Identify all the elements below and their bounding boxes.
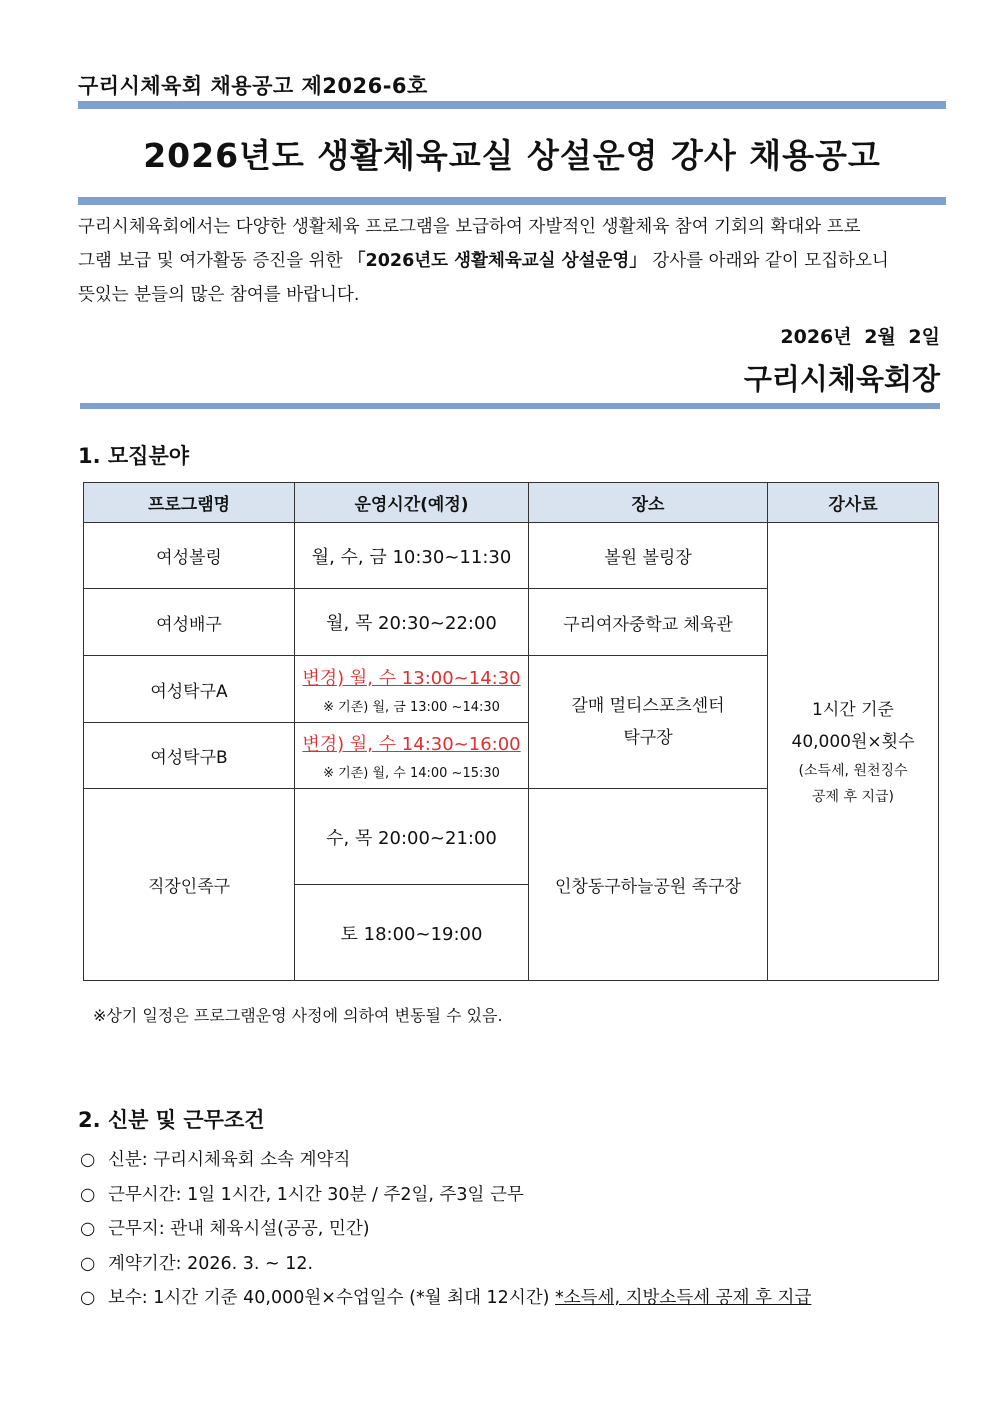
section-2-title: 2. 신분 및 근무조건 [78,1108,265,1132]
schedule-footnote: ※상기 일정은 프로그램운영 사정에 의하여 변동될 수 있음. [93,1006,503,1025]
place-bowling: 볼원 볼링장 [529,523,768,589]
intro-highlight: 「2026년도 생활체육교실 상설운영」 [348,251,647,271]
time-tabletennis-a [295,656,529,723]
program-volleyball: 여성배구 [84,589,295,656]
issuer-divider [80,403,940,409]
condition-pay-note: *소득세, 지방소득세 공제 후 지급 [555,1288,812,1308]
program-bowling: 여성볼링 [84,523,295,589]
document-title: 2026년도 생활체육교실 상설운영 강사 채용공고 [143,136,881,175]
place-footvolley: 인창동구하늘공원 족구장 [529,789,768,981]
time-footvolley-1: 수, 목 20:00~21:00 [295,789,529,885]
notice-date: 2026년 2월 2일 [780,326,940,348]
intro-line-2 [78,244,944,278]
notice-number: 구리시체육회 채용공고 제2026-6호 [78,74,428,98]
conditions-list [80,1143,811,1316]
table-row [84,523,939,589]
header-program: 프로그램명 [84,483,295,523]
list-item [80,1178,811,1213]
condition-contract-period: 계약기간: 2026. 3. ~ 12. [108,1253,314,1274]
program-footvolley: 직장인족구 [84,789,295,981]
time-footvolley-2: 토 18:00~19:00 [295,885,529,981]
bullet-icon: ○ [80,1253,96,1274]
program-tabletennis-a: 여성탁구A [84,656,295,723]
bullet-icon: ○ [80,1184,96,1205]
original-time-b: ※ 기존) 월, 수 14:00 ~15:30 [323,766,500,781]
place-volleyball: 구리여자중학교 체육관 [529,589,768,656]
list-item [80,1143,811,1178]
program-tabletennis-b: 여성탁구B [84,723,295,789]
bullet-icon: ○ [80,1288,96,1308]
bullet-icon: ○ [80,1219,96,1239]
intro-line-1: 구리시체육회에서는 다양한 생활체육 프로그램을 보급하여 자발적인 생활체육 참여 기회의 확대와 프로 [78,217,861,237]
bullet-icon: ○ [80,1150,96,1170]
fee-line-2: 40,000원×횟수 [791,731,915,752]
original-time-a: ※ 기존) 월, 금 13:00 ~14:30 [323,699,500,715]
fee-line-1: 1시간 기준 [812,699,894,720]
header-time: 운영시간(예정) [295,483,529,523]
condition-status: 신분: 구리시체육회 소속 계약직 [108,1150,351,1170]
list-item [80,1247,811,1282]
fee-line-4: 공제 후 지급) [812,788,894,805]
intro-line-2-post: 강사를 아래와 같이 모집하오니 [646,251,889,271]
time-volleyball: 월, 목 20:30~22:00 [295,589,529,656]
intro-paragraph [78,210,944,312]
condition-workplace: 근무지: 관내 체육시설(공공, 민간) [108,1219,370,1239]
header-fee: 강사료 [768,483,939,523]
intro-line-3: 뜻있는 분들의 많은 참여를 바랍니다. [78,285,360,305]
fee-cell [768,523,939,981]
time-bowling: 월, 수, 금 10:30~11:30 [295,523,529,589]
section-1-title: 1. 모집분야 [78,444,190,468]
issuer-name: 구리시체육회장 [743,362,940,396]
condition-hours: 근무시간: 1일 1시간, 1시간 30분 / 주2일, 주3일 근무 [108,1184,524,1205]
title-divider [78,197,946,205]
time-tabletennis-b [295,723,529,789]
recruitment-table [83,482,939,981]
list-item [80,1212,811,1247]
table-header-row [84,483,939,523]
header-place: 장소 [529,483,768,523]
place-tabletennis-line-2: 탁구장 [623,728,673,748]
intro-line-2-pre: 그램 보급 및 여가활동 증진을 위한 [78,251,349,271]
condition-pay: 보수: 1시간 기준 40,000원×수업일수 (*월 최대 12시간) [108,1288,556,1308]
place-tabletennis [529,656,768,789]
header-divider [78,101,946,109]
changed-time-b: 변경) 월, 수 14:30~16:00 [302,734,521,755]
list-item [80,1281,811,1316]
fee-line-3: (소득세, 원천징수 [798,762,908,779]
changed-time-a: 변경) 월, 수 13:00~14:30 [302,667,521,689]
place-tabletennis-line-1: 갈매 멀티스포츠센터 [571,696,725,716]
